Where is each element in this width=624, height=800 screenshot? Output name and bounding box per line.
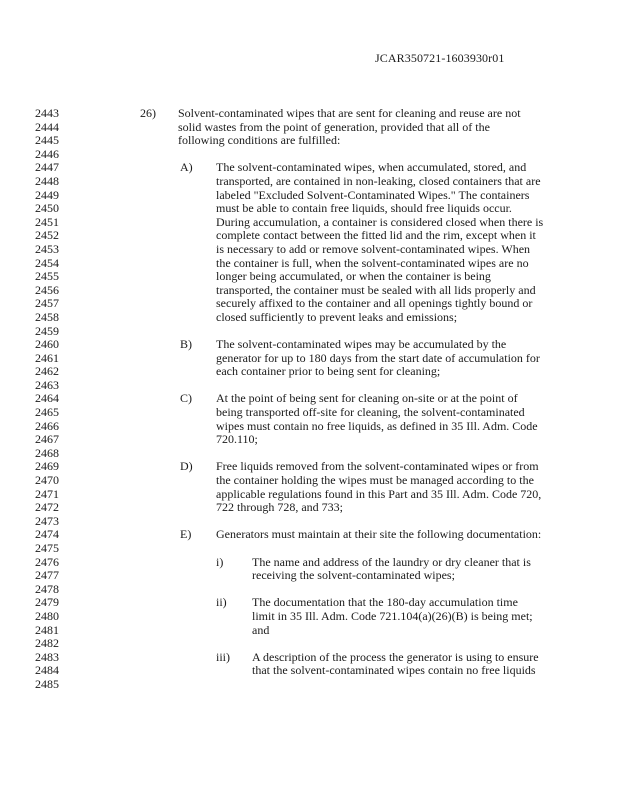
line-number: 2462 <box>35 364 59 379</box>
regulation-body <box>0 107 624 678</box>
line-number: 2480 <box>35 608 59 623</box>
condition-d-text: Free liquids removed from the solvent-contaminated wipes or from the container holding the wipes must be managed according to the applicable regulations found in this Part and 35 Ill. Adm. Code 720, 722 through 728, and 733; <box>216 459 542 515</box>
documentation-iii <box>0 651 624 678</box>
condition-e-label: E) <box>180 527 192 542</box>
condition-b-text: The solvent-contaminated wipes may be accumulated by the generator for up to 180 days from the start date of accumulation for each container prior to being sent for cleaning; <box>216 337 540 379</box>
line-number: 2464 <box>35 391 59 406</box>
line-number: 2472 <box>35 500 59 515</box>
condition-c-label: C) <box>180 391 192 406</box>
condition-d-label: D) <box>180 459 193 474</box>
documentation-ii <box>0 596 624 637</box>
subsection-26-label: 26) <box>140 106 156 120</box>
line-number: 2470 <box>35 473 59 488</box>
line-number: 2452 <box>35 228 59 243</box>
documentation-iii-text: A description of the process the generator is using to ensure that the solvent-contaminated wipes contain no free liquids <box>252 649 539 678</box>
line-number: 2469 <box>35 459 59 474</box>
line-number: 2482 <box>35 636 59 651</box>
line-number: 2465 <box>35 405 59 420</box>
line-number: 2468 <box>35 445 59 460</box>
line-number: 2447 <box>35 160 59 175</box>
line-number: 2461 <box>35 350 59 365</box>
line-number: 2443 <box>35 106 59 120</box>
condition-e <box>0 528 624 542</box>
line-number: 2458 <box>35 309 59 324</box>
line-number: 2451 <box>35 214 59 229</box>
line-number: 2460 <box>35 337 59 352</box>
line-number: 2471 <box>35 486 59 501</box>
line-number: 2445 <box>35 133 59 148</box>
line-number: 2484 <box>35 663 59 678</box>
documentation-ii-label: ii) <box>216 595 227 610</box>
line-number: 2457 <box>35 296 59 311</box>
condition-e-text: Generators must maintain at their site the following documentation: <box>216 527 542 542</box>
documentation-i-label: i) <box>216 554 224 569</box>
line-number: 2481 <box>35 622 59 637</box>
condition-b-label: B) <box>180 337 192 352</box>
line-number: 2478 <box>35 581 59 596</box>
line-number: 2483 <box>35 649 59 664</box>
condition-d <box>0 460 624 514</box>
condition-b <box>0 338 624 379</box>
condition-a-text: The solvent-contaminated wipes, when accumulated, stored, and transported, are contained in non-leaking, closed containers that are labeled "Excluded Solvent-Contaminated Wipes." The containers must be able to contain free liquids, should free liquids occur. During accumulation, a container is considered closed when there is complete contact between the fitted lid and the rim, except when it is necessary to add or remove solvent-contaminated wipes. When the container is full, when the solvent-contaminated wipes are no longer being accumulated, or when the container is being transported, the container must be sealed with all lids properly and securely affixed to the container and all openings tightly bound or closed sufficiently to prevent leaks and emissions; <box>216 160 544 324</box>
line-number: 2477 <box>35 568 59 583</box>
line-number: 2454 <box>35 255 59 270</box>
condition-c <box>0 392 624 446</box>
line-number: 2450 <box>35 201 59 216</box>
condition-c-text: At the point of being sent for cleaning on-site or at the point of being transported off-site for cleaning, the solvent-contaminated wipes must contain no free liquids, as defined in 35 Ill. Adm. Code 720.110; <box>216 391 538 447</box>
line-number: 2449 <box>35 187 59 202</box>
line-number: 2456 <box>35 282 59 297</box>
documentation-i-text: The name and address of the laundry or dry cleaner that is receiving the solvent-contaminated wipes; <box>252 554 531 583</box>
line-number: 2444 <box>35 119 59 134</box>
line-number: 2453 <box>35 241 59 256</box>
line-number: 2476 <box>35 554 59 569</box>
line-number: 2475 <box>35 541 59 555</box>
line-number: 2446 <box>35 146 59 161</box>
line-number: 2485 <box>35 676 59 691</box>
document-id-header: JCAR350721-1603930r01 <box>375 51 505 65</box>
documentation-iii-label: iii) <box>216 649 230 664</box>
line-number: 2448 <box>35 173 59 188</box>
line-number: 2463 <box>35 377 59 392</box>
line-number: 2455 <box>35 269 59 284</box>
subsection-26-text: Solvent-contaminated wipes that are sent for cleaning and reuse are not solid wastes from the point of generation, provided that all of the following conditions are fulfilled: <box>178 106 521 148</box>
condition-a-label: A) <box>180 160 193 175</box>
line-number: 2467 <box>35 432 59 447</box>
line-number: 2474 <box>35 527 59 542</box>
line-number: 2473 <box>35 513 59 528</box>
line-number: 2466 <box>35 418 59 433</box>
line-number: 2479 <box>35 595 59 610</box>
line-number: 2459 <box>35 323 59 338</box>
subsection-26 <box>0 107 624 148</box>
condition-a <box>0 161 624 324</box>
documentation-i <box>0 556 624 583</box>
documentation-ii-text: The documentation that the 180-day accumulation time limit in 35 Ill. Adm. Code 721.104(a)(26)(B) is being met; and <box>252 595 533 637</box>
